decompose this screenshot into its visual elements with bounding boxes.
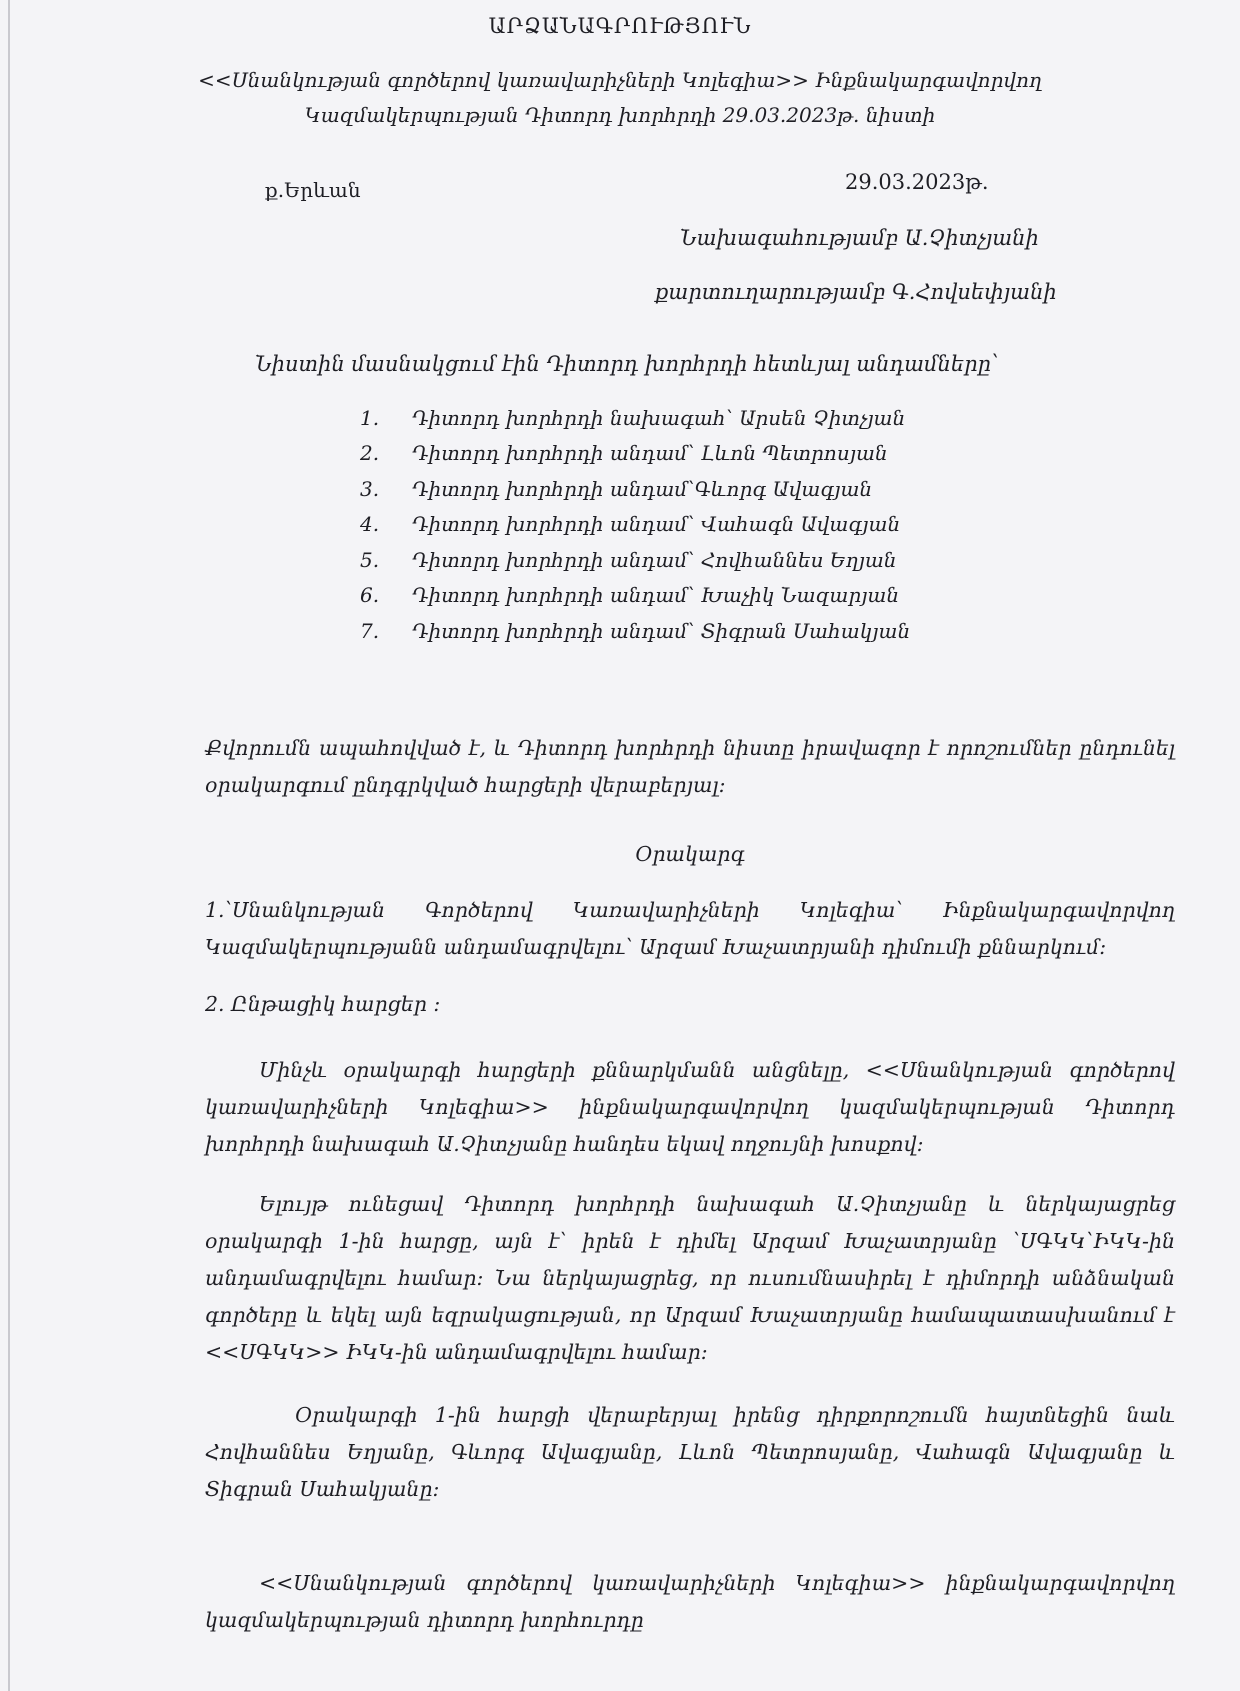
member-text: Դիտորդ խորհրդի անդամ՝ Լևոն Պետրոսյան: [412, 441, 888, 466]
agreement-paragraph: Օրակարգի 1-ին հարցի վերաբերյալ իրենց դիրքորոշումն հայտնեցին նաև Հովհաննես Եղյանը, Գևորգ Ավագյանը, Լևոն Պետրոսյանը, Վահագն Ավագյանը և Տիգրան Սահակյանը:: [205, 1403, 1175, 1501]
member-number: 6.: [360, 583, 380, 608]
member-text: Դիտորդ խորհրդի անդամ՝ Հովհաննես Եղյան: [412, 547, 897, 572]
decision-paragraph: <<Սնանկության գործերով կառավարիչների Կոլեգիա>> ինքնակարգավորվող կազմակերպության դիտորդ խորհուրդը: [205, 1571, 1175, 1632]
document-title: ԱՐՁԱՆԱԳՐՈՒԹՅՈՒՆ: [488, 14, 752, 38]
city: ք.Երևան: [265, 178, 361, 202]
member-text: Դիտորդ խորհրդի անդամ՝ Վահագն Ավագյան: [412, 512, 901, 537]
agenda-item-1: 1.՝Սնանկության Գործերով Կառավարիչների Կոլեգիա՝ Ինքնակարգավորվող Կազմակերպությանն անդամագրվելու՝ Արզամ Խաչատրյանի դիմումի քննարկում:: [205, 898, 1175, 959]
member-text: Դիտորդ խորհրդի նախագահ՝ Արսեն Չիտչյան: [412, 405, 906, 430]
list-item: [360, 471, 910, 507]
member-number: 2.: [360, 441, 380, 466]
attendance-intro: Նիստին մասնակցում էին Դիտորդ խորհրդի հետևյալ անդամները՝: [255, 352, 999, 376]
header-line-2: Կազմակերպության Դիտորդ խորհրդի 29.03.2023թ. նիստի: [304, 103, 936, 127]
member-number: 5.: [360, 547, 380, 572]
list-item: [360, 436, 910, 472]
list-item: [360, 578, 910, 614]
header-line-1: <<Սնանկության գործերով կառավարիչների Կոլեգիա>> Ինքնակարգավորվող: [198, 68, 1042, 92]
list-item: [360, 542, 910, 578]
member-text: Դիտորդ խորհրդի անդամ՝Գևորգ Ավագյան: [412, 476, 873, 501]
member-number: 4.: [360, 512, 380, 537]
greeting-paragraph: Մինչև օրակարգի հարցերի քննարկմանն անցնելը, <<Սնանկության գործերով կառավարիչների Կոլեգիա>> ինքնակարգավորվող կազմակերպության Դիտորդ խորհրդի նախագահ Ա.Չիտչյանը հանդես եկավ ողջույնի խոսքով:: [205, 1058, 1175, 1156]
speech-paragraph: Ելույթ ունեցավ Դիտորդ խորհրդի նախագահ Ա.Չիտչյանը և ներկայացրեց օրակարգի 1-ին հարցը, այն է՝ իրեն է դիմել Արզամ Խաչատրյանը ՝ՍԳԿԿ՝ԻԿԿ-ին անդամագրվելու համար: Նա ներկայացրեց, որ ուսումնասիրել է դիմորդի անձնական գործերը և եկել այն եզրակացության, որ Արզամ Խաչատրյանը համապատասխանում է <<ՍԳԿԿ>> ԻԿԿ-ին անդամագրվելու համար:: [205, 1192, 1175, 1364]
list-item: [360, 507, 910, 543]
list-item: [360, 400, 910, 436]
member-number: 7.: [360, 618, 380, 643]
scan-edge: [8, 0, 10, 1691]
meeting-date: 29.03.2023թ.: [845, 170, 989, 194]
chairperson: Նախագահությամբ Ա.Չիտչյանի: [680, 226, 1039, 250]
member-text: Դիտորդ խորհրդի անդամ՝ Խաչիկ Նազարյան: [412, 583, 900, 608]
secretary: քարտուղարությամբ Գ.Հովսեփյանի: [655, 280, 1057, 304]
member-number: 3.: [360, 476, 380, 501]
list-item: [360, 613, 910, 649]
member-text: Դիտորդ խորհրդի անդամ՝ Տիգրան Սահակյան: [412, 618, 911, 643]
member-list: [360, 400, 910, 649]
agenda-item-2: 2. Ընթացիկ հարցեր :: [205, 992, 441, 1016]
quorum-paragraph: Քվորումն ապահովված է, և Դիտորդ խորհրդի նիստը իրավազոր է որոշումներ ընդունել օրակարգում ընդգրկված հարցերի վերաբերյալ:: [205, 736, 1175, 797]
member-number: 1.: [360, 405, 380, 430]
agenda-heading: Օրակարգ: [635, 842, 745, 866]
